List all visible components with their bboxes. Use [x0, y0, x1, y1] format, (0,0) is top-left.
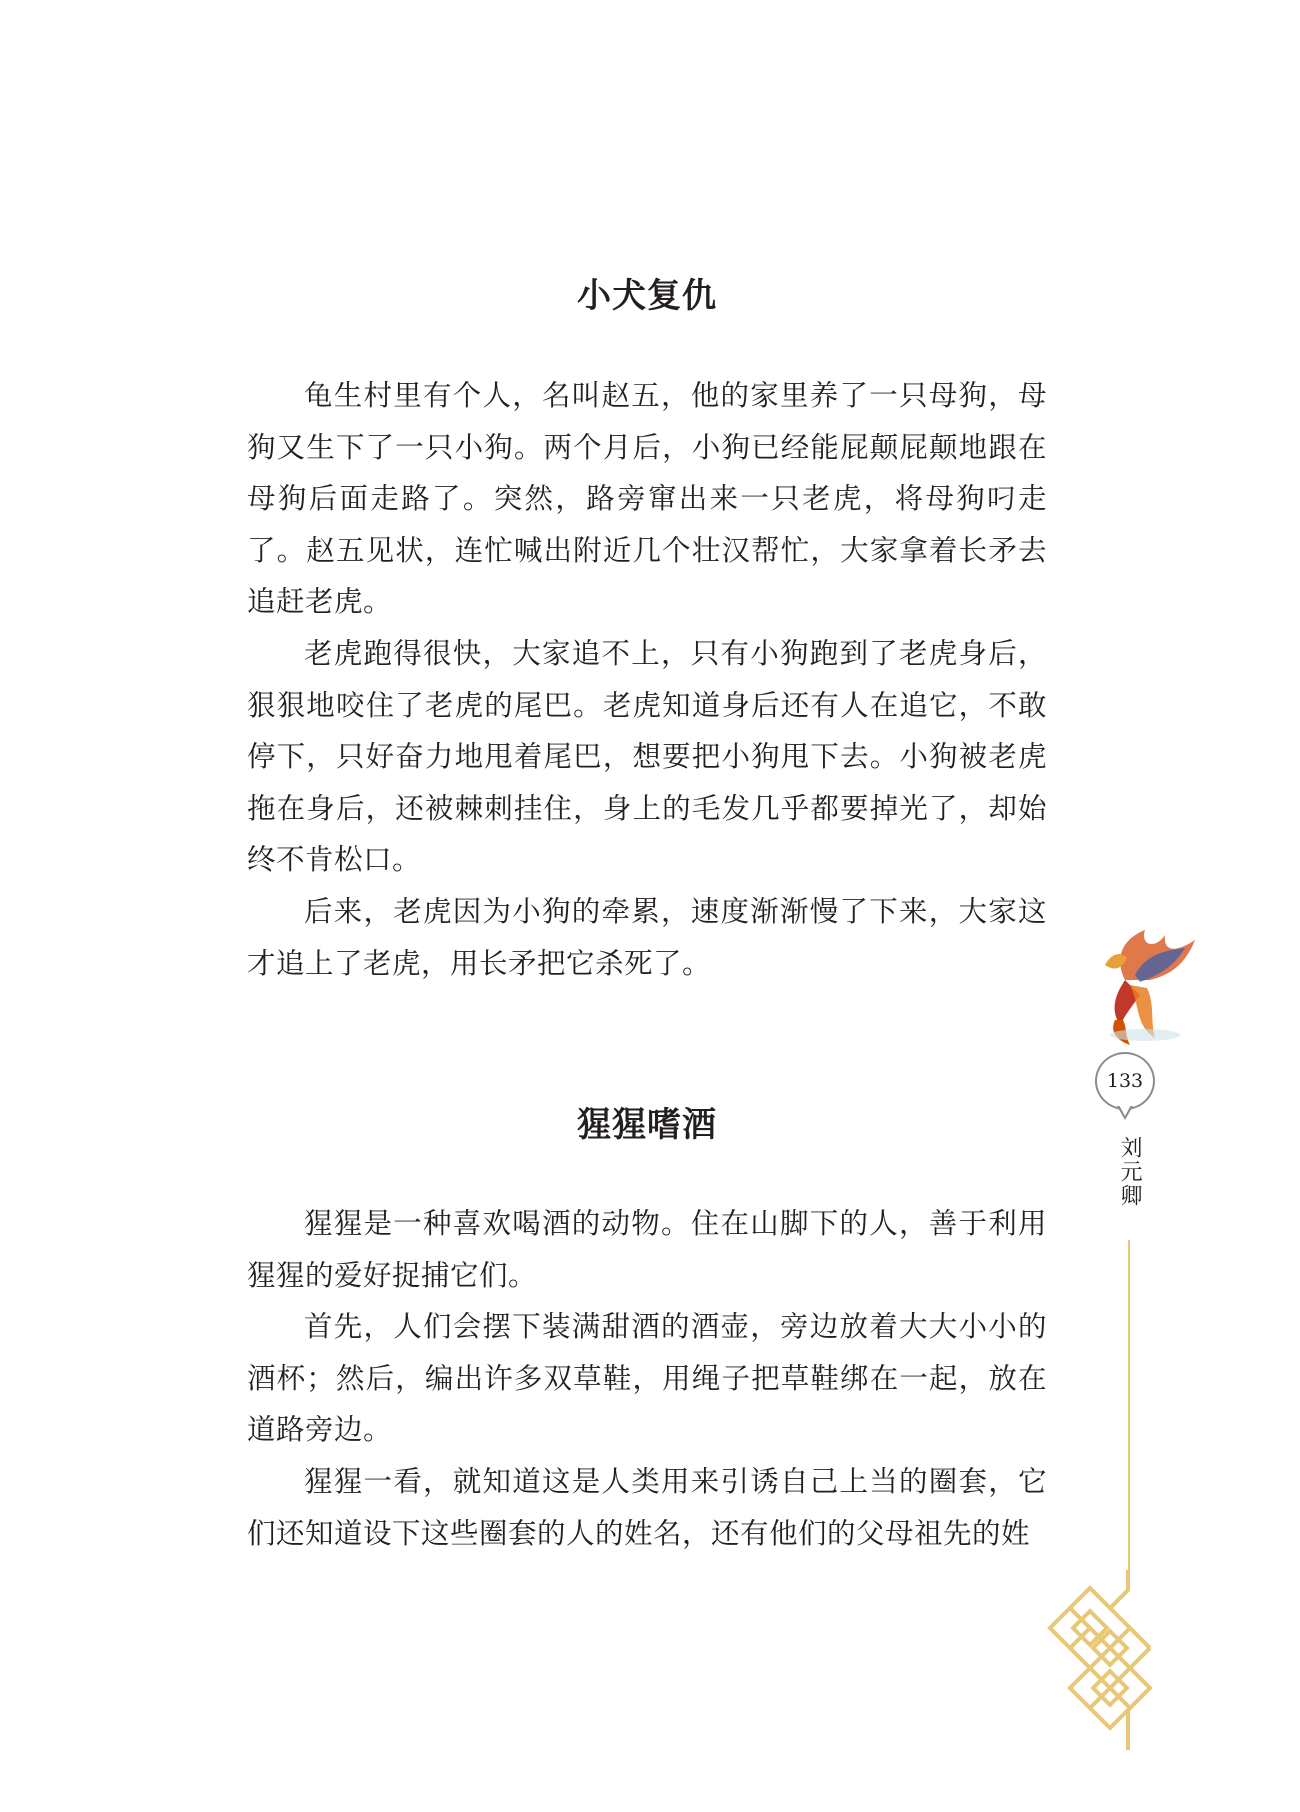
page-number-tail-inner [1119, 1105, 1131, 1116]
phoenix-illustration [1085, 920, 1200, 1050]
paragraph: 老虎跑得很快，大家追不上，只有小狗跑到了老虎身后，狠狠地咬住了老虎的尾巴。老虎知道身后还有人在追它，不敢停下，只好奋力地甩着尾巴，想要把小狗甩下去。小狗被老虎拖在身后，还被棘刺挂住，身上的毛发几乎都要掉光了，却始终不肯松口。 [247, 636, 1047, 877]
page-number: 133 [1095, 1052, 1155, 1110]
paragraph: 首先，人们会摆下装满甜酒的酒壶，旁边放着大大小小的酒杯；然后，编出许多双草鞋，用绳子把草鞋绑在一起，放在道路旁边。 [247, 1310, 1047, 1447]
story-title-2: 猩猩嗜酒 [577, 1105, 717, 1145]
gold-divider-line [1128, 1240, 1130, 1590]
paragraph: 猩猩一看，就知道这是人类用来引诱自己上当的圈套，它们还知道设下这些圈套的人的姓名，还有他们的父母祖先的姓 [247, 1464, 1047, 1550]
paragraph: 龟生村里有个人，名叫赵五，他的家里养了一只母狗，母狗又生下了一只小狗。两个月后，小狗已经能屁颠屁颠地跟在母狗后面走路了。突然，路旁窜出来一只老虎，将母狗叼走了。赵五见状，连忙喊出附近几个壮汉帮忙，大家拿着长矛去追赶老虎。 [247, 379, 1047, 619]
story-title-1: 小犬复仇 [577, 276, 717, 316]
story-body-1 [247, 370, 1047, 989]
paragraph: 后来，老虎因为小狗的牵累，速度渐渐慢了下来，大家这才追上了老虎，用长矛把它杀死了。 [247, 894, 1047, 980]
author-name: 刘元卿 [1117, 1136, 1142, 1208]
endless-knot-ornament [1040, 1570, 1160, 1750]
paragraph: 猩猩是一种喜欢喝酒的动物。住在山脚下的人，善于利用猩猩的爱好捉捕它们。 [247, 1207, 1047, 1292]
story-body-2 [247, 1198, 1047, 1559]
